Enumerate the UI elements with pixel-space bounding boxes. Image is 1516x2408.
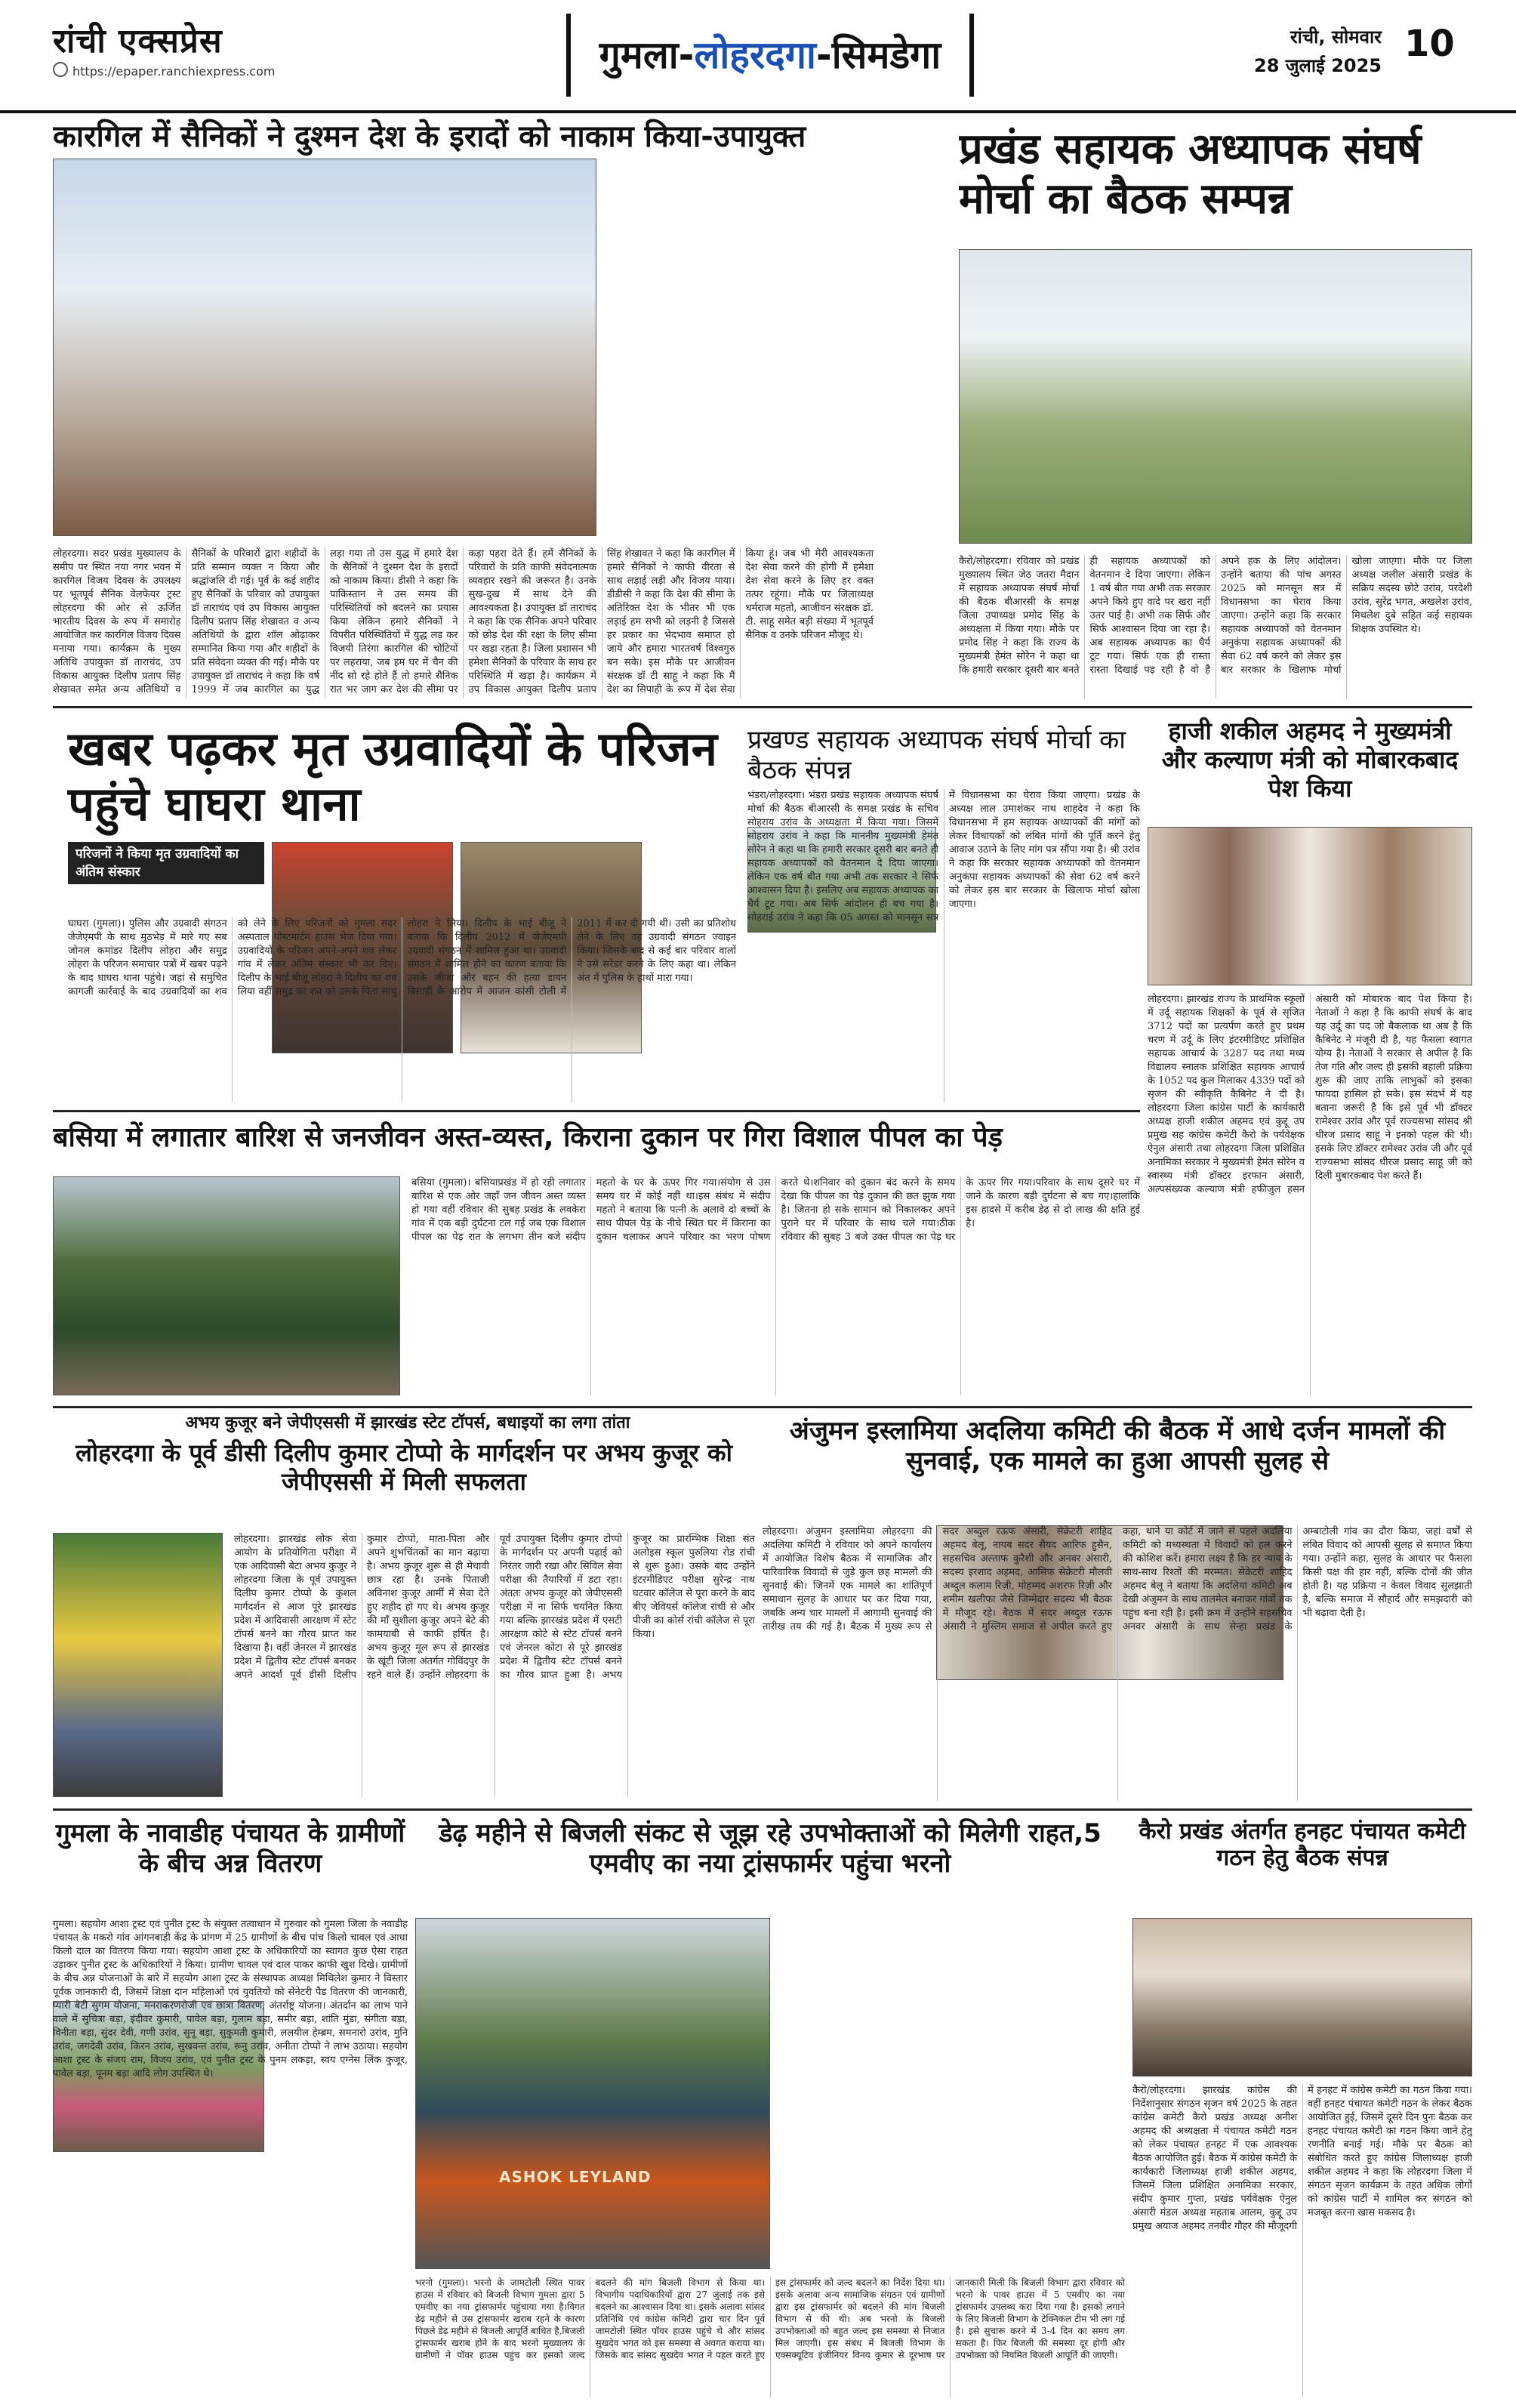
article-food-distribution <box>53 1812 408 2401</box>
article-bhandra-body: भंडरा/लोहरदगा। भंडरा प्रखंड सहायक अध्यापक संघर्ष मोर्चा की बैठक बीआरसी के समक्ष प्रखंड के सचिव सोहराय उरांव के अध्यक्षता में किया गया। जिसमें सोहराय उरांव ने कहा कि माननीय मुख्यमंत्री हेमंत सोरेन ने कहा था कि हमारी सरकार दूसरी बार बनते ही सहायक अध्यापकों को वेतनमान दे दिया जाएगा। लेकिन एक वर्ष बीत गया अभी तक सरकार ने सिर्फ आश्वासन दिया है। इसलिए अब सहायक अध्यापक का धैर्य टूट गया। अब सिर्फ आंदोलन ही बच गया है। सोहराई उरांव ने कहा कि 05 अगस्त को मानसून सत्र में विधानसभा का घेराव किया जाएगा। प्रखंड के अध्यक्ष लाल उमाशंकर नाथ शाहदेव ने कहा कि विधानसभा में हम सहायक अध्यापकों की मांगों को लेकर विधायकों को लंबित मांगों की पूर्ति करने हेतु आवाज उठाने के लिए मांग पत्र सौंपा गया है। श्री उरांव ने कहा कि सरकार सहायक अध्यापकों को वेतनमान अनुकंपा सहायक अध्यापकों की सेवा 62 वर्ष करने को लेकर इस बार सरकार के खिलाफ मोर्चा खोला जाएगा। <box>747 790 1140 923</box>
article-kargil-body: लोहरदगा। सदर प्रखंड मुख्यालय के समीप पर स्थित नया नगर भवन में कारगिल विजय दिवस के उपलक्ष्य पर भूतपूर्व सैनिक वेलफेयर ट्रस्ट लोहरदगा की ओर से ऊर्जित भारतीय दिवस के रूप में समारोह आयोजित कर कारगिल विजय दिवस मनाया गया। कार्यक्रम के मुख्य अतिथि उपायुक्त डॉ ताराचंद, उप विकास आयुक्त दिलीप प्रताप सिंह शेखावत समेत अन्य अतिथियों व सैनिकों के परिवारों द्वारा शहीदों के प्रति सम्मान व्यक्त न किया और श्रद्धांजलि दी गई। पूर्व के कई शहीद हुए सैनिकों के परिवार को उपायुक्त डॉ ताराचंद एवं उप विकास आयुक्त दिलीप प्रताप सिंह शेखावत व अन्य अतिथियों के द्वारा शॉल ओढ़ाकर सम्मानित किया गया और शहीदों के प्रति संवेदना व्यक्त की गई। मौके पर उपायुक्त डॉ ताराचंद ने कहा कि वर्ष 1999 में जब कारगिल का युद्ध लड़ा गया तो उस युद्ध में हमारे देश के सैनिकों ने दुश्मन देश के इरादों को नाकाम किया। डीसी ने कहा कि पाकिस्तान ने उस समय की परिस्थितियों को बदलने का प्रयास किया लेकिन हमारे सैनिकों ने विपरीत परिस्थितियों में युद्ध लड़ कर विजयी तिरंगा कारगिल की चोटियों पर लहराया, जब हम घर में चैन की नींद सो रहे होते हैं तो हमारे सैनिक रात भर जाग कर देश की सीमा पर कड़ा पहरा देते हैं। हमें सैनिकों के परिवारों के प्रति काफी संवेदनात्मक व्यवहार रखने की जरूरत है। उनके सुख-दुख में साथ देने की आवश्यकता है। उपायुक्त डॉ ताराचंद ने कहा कि एक सैनिक अपने परिवार को छोड़ देश की रक्षा के लिए सीमा पर खड़ा रहता है। जिला प्रशासन भी हमेशा सैनिकों के परिवार के साथ हर परिस्थिति में खड़ा है। कार्यक्रम में उप विकास आयुक्त दिलीप प्रताप सिंह शेखावत ने कहा कि कारगिल में हमारे सैनिकों ने काफी वीरता से साथ लड़ाई लड़ी और विजय पाया। डीडीसी ने कहा कि देश की सीमा के अतिरिक्त देश के भीतर भी एक लड़ाई हम सभी को लड़नी है जिससे हर प्रकार का भेदभाव समाप्त हो जाये और हमारा भारतवर्ष विश्वगुरु बन सके। इस मौके पर आजीवन संरक्षक डॉ टी साहू ने कहा कि मैं देश का सिपाही के रूप में देश सेवा किया हूं। जब भी मेरी आवश्यकता देश सेवा करने की होगी मैं हमेशा देश सेवा करने के लिए हर वक्त तत्पर रहूंगा। मौके पर जिलाध्यक्ष धर्मराज महतो, आजीवन संरक्षक डॉ. टी. साहू समेत बड़ी संख्या में भूतपूर्व सैनिक व उनके परिजन मौजूद थे। <box>53 548 874 695</box>
article-abhay-kujur-headline: लोहरदगा के पूर्व डीसी दिलीप कुमार टोप्पो के मार्गदर्शन पर अभय कुजूर को जेपीएससी में मिली सफलता <box>75 1438 732 1496</box>
city-day: रांची, सोमवार <box>1290 26 1382 48</box>
article-transformer-body: भरनो (गुमला)। भरनो के जामटोली स्थित पावर हाउस में रविवार को बिजली विभाग गुमला द्वारा 5 एमवीए का नया ट्रांसफार्मर पहुंचाया गया है।विगत डेढ़ महीने से उस ट्रांसफार्मर खराब रहने के कारण पिछले डेढ़ महीने से बिजली आपूर्ति बाधित है,बिजली ट्रांसफार्मर खराब होने के बाद भरनो मुख्यालय के ग्रामीणों ने पॉवर हाउस पहुंच कर इसको जल्द बदलने की मांग बिजली विभाग से किया था। विभागीय पदाधिकारियों द्वारा 27 जुलाई तक इसे बदलने का आश्वासन दिया था। इसके अलावा सांसद प्रतिनिधि एवं कांग्रेस कमिटी द्वारा चार दिन पूर्व जामटोली स्थित पॉवर हाउस पहुंचे थे और सांसद सुखदेव भगत को इस समस्या से अवगत कराया था। जिसके बाद सांसद सुखदेव भगत ने पहल करते हुए इस ट्रांसफार्मर को जल्द बदलने का निर्देश दिया था। इसके अलावा अन्य सामाजिक संगठन एवं ग्रामीणों द्वारा इस ट्रांसफार्मर को बदलने की मांग बिजली विभाग से की थी। अब भरनो के बिजली उपभोक्ताओं को बहुत जल्द इस समस्या से निजात मिल जाएगी। इस संबंध में बिजली विभाग के एक्सक्यूटिव इंजीनियर विनय कुमार से दूरभाष पर जानकारी मिली कि बिजली विभाग द्वारा रविवार को भरनो के पावर हाउस में 5 एमवीए का नया ट्रांसफार्मर उपलब्ध करा दिया गया है। इसको लगाने के लिए बिजली विभाग के टेक्निकल टीम भी लग गई है। इसे सुचारू करने में 3-4 दिन का समय लग सकता है। फिर बिजली की समस्या दूर होगी और उपभोक्ता को नियमित बिजली आपूर्ति की जाएगी। <box>415 2277 1125 2360</box>
article-haji-shakil <box>1148 714 1472 1401</box>
fallen-tree-photo <box>53 1176 400 1395</box>
article-abhay-kujur-kicker: अभय कुजूर बने जेपीएससी में झारखंड स्टेट टॉपर्स, बधाइयों का लगा तांता <box>185 1414 630 1432</box>
article-transformer <box>415 1812 1125 2401</box>
article-ghaghra-body: घाघरा (गुमला)। पुलिस और उग्रवादी संगठन जेजेएमपी के साथ मुठभेड़ में मारे गए सब जोनल कमांडर दिलीप लोहरा और समुद्र लोहरा के परिजन समाचार पत्रों में खबर पढ़ने के बाद घाघरा थाना पहुंचे। जहां से समुचित कागजी कार्रवाई के बाद उग्रवादियों का शव को लेने के लिए परिजनों को गुमला सदर अस्पताल पोस्टमार्टम हाउस भेज दिया गया। उग्रवादियों के परिजन अपने-अपने शव लेकर गांव में लेकर अंतिम संस्कार भी कर दिए। दिलीप के भाई बीजू लोहरा ने दिलीप का शव लिया वहीं समुद्र का शव को उसके पिता साधु लोहरा ने लिया। दिलीप के भाई बीजू ने बताया कि दिलीप 2012 में जेजेएमपी उग्रवादी संगठन में शामिल हुआ था। उग्रवादी संगठन में शामिल होने का कारण बताया कि उसके जीजा और बहन की हत्या डायन बिसाही के आरोप में आजन कांसी टोली में 2011 में कर दी गयी थी। उसी का प्रतिशोध लेने के लिए वह उग्रवादी संगठन ज्वाइन किया। जिसके बाद से कई बार परिवार वालों ने उसे सरेंडर करने के लिए कहा था। लेकिन अंत में पुलिस के हाथों मारा गया। <box>68 918 736 997</box>
article-kargil <box>53 113 951 702</box>
article-food-distribution-headline: गुमला के नावाडीह पंचायत के ग्रामीणों के बीच अन्न वितरण <box>55 1818 405 1879</box>
teachers-group-photo <box>959 249 1472 544</box>
issue-date: 28 जुलाई 2025 <box>1254 55 1382 76</box>
article-teachers-kairo-headline: प्रखंड सहायक अध्यापक संघर्ष मोर्चा का बैठक सम्पन्न <box>959 125 1422 224</box>
article-food-distribution-body: गुमला। सहयोग आशा ट्रस्ट एवं पुनीत ट्रस्ट के संयुक्त तत्वाधान में गुरुवार को गुमला जिला के नवाडीह पंचायत के मकरो गांव आंगनबाड़ी केंद्र के प्रांगण में 25 ग्रामीणों के बीच पांच किलो चावल एवं आधा किलो दाल का वितरण किया गया। सहयोग आशा ट्रस्ट के अधिकारियों का स्वागत कुछ ऐसा राहत उड़ाकर पुनीत ट्रस्ट के अधिकारियों ने किया। ग्रामीण चावल एवं दाल पाकर काफी खुश दिखे। ग्रामीणों के बीच अन्न योजनाओं के बारे में सहयोग आशा ट्रस्ट के संस्थापक अध्यक्ष मिथिलेश कुमार ने विस्तार पूर्वक जानकारी दी, जिसमें शिक्षा दान महिलाओं एवं युवतियों को सेनेटरी पैड वितरण की जानकारी, प्यारी बेटी सुगम योजना, मनराकरणरोजी एवं छात्रा वितरण, अंतर्राष्ट्र योजना। अंतर्दान का लाभ पाने वाले में सुचित्रा बड़ा, इंदीवर कुमारी, पावेल बड़ा, गुलाम बड़ा, समीर बड़ा, शांति मुंडा, संगीता बड़ा, विनीता बड़ा, सुंदर देवी, गणी उरांव, सुनू बड़ा, सुकुमती कुमारी, ललयील हेम्ब्रम, समनारो उरांव, मुनि उरांव, जगदेवी उरांव, किरन उरांव, सुखवन्त उरांव, रूनु उरांव, अनीता टोप्पो ने लाभ उठाया। सहयोग आशा ट्रस्ट के संजय राम, विजय उरांव, एवं पुनीत ट्रस्ट के पुनम लकड़ा, स्वय एग्नेस लिंक कुजूर, पावेल बड़ा, पूनम बड़ा आदि लोग उपस्थित थे। <box>53 1919 408 2080</box>
article-teachers-kairo <box>959 113 1472 702</box>
article-ghaghra-subhead <box>68 842 264 884</box>
article-anjuman <box>763 1412 1472 1805</box>
hanhat-meeting-photo <box>1132 1918 1472 2077</box>
divider <box>53 706 1472 708</box>
globe-icon <box>53 62 68 77</box>
article-bhandra-headline: प्रखण्ड सहायक अध्यापक संघर्ष मोर्चा का बैठक संपन्न <box>747 725 1126 786</box>
divider <box>53 1406 1472 1408</box>
page-number: 10 <box>1404 23 1455 65</box>
section-title-left: गुमला- <box>599 33 695 77</box>
article-transformer-headline: डेढ़ महीने से बिजली संकट से जूझ रहे उपभोक्ताओं को मिलेगी राहत,5 एमवीए का नया ट्रांसफार्मर पहुंचा भरनो <box>439 1818 1102 1879</box>
article-kargil-body-cont <box>608 159 951 698</box>
epaper-url[interactable]: https://epaper.ranchiexpress.com <box>72 64 276 79</box>
four-portraits-photo <box>1148 827 1472 985</box>
abhay-kujur-photo <box>53 1533 223 1797</box>
article-anjuman-body: लोहरदगा। अंजुमन इस्लामिया लोहरदगा की अदलिया कमिटी ने रविवार को अपने कार्यालय में आयोजित विशेष बैठक में सामाजिक और पारिवारिक विवादों से जुड़े कुल छह मामलों की सुनवाई की। जिनमें एक मामले का शांतिपूर्ण समाधान सुलह के आधार पर कर दिया गया, जबकि अन्य चार मामलों में आगामी सुनवाई की तारीख तय की गई है। बैठक में मुख्य रूप से सदर अब्दुल रऊफ अंसारी, सेक्रेटरी शाहिद अहमद बेलू, नायब सदर सैयद आरिफ हुसैन, सहसचिव अल्ताफ कुरैशी और अनवर अंसारी, सदस्य इरशाद अहमद, आसिफ सेक्रेटरी मौलवी अब्दुल कलाम रिज़ी, मोहम्मद अशरफ रिज़ी और शमीम खलीफा जैसे जिम्मेदार सदस्य भी बैठक में मौजूद रहे। बैठक में सदर अब्दुल रऊफ अंसारी ने मुस्लिम समाज से अपील करते हुए कहा, थाने या कोर्ट में जाने से पहले अदलिया कमिटी को मध्यस्थता में विवादों को हल करने की कोशिश करें। हमारा लक्ष्य है कि हर न्याय के साथ-साथ रिश्तों की मरम्मत। सेक्रेटरी शाहिद अहमद बेलू ने बताया कि अदलिया कमिटी अब देखी अंजुमन के साथ तालमेल बनाकर गांवों तक पहुंच बना रही है। इसी क्रम में उन्होंने सहसचिव अनवर अंसारी के साथ सेन्हा प्रखंड के अम्बाटोली गांव का दौरा किया, जहां वर्षों से लंबित विवाद को आपसी सुलह से समाप्त किया गया। उन्होंने कहा, सुलह के आधार पर फैसला किसी पक्ष की हार नहीं, बल्कि दोनों की जीत होती है। यह प्रक्रिया न केवल विवाद सुलझाती है, बल्कि समाज में सौहार्द और समझदारी को भी बढ़ावा देती है। <box>763 1526 1472 1633</box>
divider <box>53 1110 1140 1112</box>
article-ghaghra-headline: खबर पढ़कर मृत उग्रवादियों के परिजन पहुंचे घाघरा थाना <box>68 721 718 832</box>
article-haji-shakil-body: लोहरदगा। झारखंड राज्य के प्राथमिक स्कूलों में उर्दू सहायक शिक्षकों के पूर्व से सृजित 3712 पदों का प्रत्यर्पण करते हुए प्रथम चरण में उर्दू के लिए इंटरमीडिएट प्रशिक्षित सहायक आचार्य के 3287 पद तथा मध्य विद्यालय स्नातक प्रशिक्षित सहायक आचार्य के 1052 पद कुल मिलाकर 4339 पदों को सृजन की स्वीकृति कैबिनेट ने दी है। लोहरदगा जिला कांग्रेस पार्टी के कार्यकारी अध्यक्ष हाजी शकील अहमद एवं कुद्दू उप प्रमुख सह कांग्रेस कमेटी कैरो के पर्यवेक्षक ऐनुल अंसारी तथा लोहरदगा जिला प्रशिक्षित अनामिका सरकार ने मुख्यमंत्री हेमंत सोरेन व स्वास्थ्य मंत्री डॉक्टर इरफान अंसारी, अल्पसंख्यक कल्याण मंत्री हफीजुल हसन अंसारी को मोबारक बाद पेश किया है। नेताओं ने कहा है कि काफी संघर्ष के बाद यह उर्दू का पद जो बैकलाक था अब है कि कैबिनेट ने मंजूरी दी है, यह फैसला स्वागत योग्य है। नेताओं ने सरकार से अपील है कि तेज गति और जल्द ही इसकी बहाली प्रक्रिया शुरू की जाए ताकि लाभुकों को इसका फायदा हासिल हो सके। इस संदर्भ में यह बताना जरूरी है कि इसे पूर्व भी डॉक्टर रामेश्वर उरांव और पूर्व राज्यसभा सांसद श्री धीरज प्रसाद साहू ने इनको पहल की थी। इसके लिए डॉक्टर रामेश्वर उरांव जी और पूर्व राज्यसभा सांसद धीरज प्रसाद साहू जी को दिली मुबारकबाद पेश करते हैं। <box>1148 994 1472 1195</box>
article-hanhat-meeting-headline: कैरो प्रखंड अंतर्गत हनहट पंचायत कमेटी गठन हेतु बैठक संपन्न <box>1139 1818 1466 1872</box>
section-title <box>566 14 974 97</box>
article-basia-rain-headline: बसिया में लगातार बारिश से जनजीवन अस्त-व्यस्त, किराना दुकान पर गिरा विशाल पीपल का पेड़ <box>53 1122 1003 1153</box>
article-kargil-headline: कारगिल में सैनिकों ने दुश्मन देश के इरादों को नाकाम किया-उपायुक्त <box>53 119 806 154</box>
article-anjuman-headline: अंजुमन इस्लामिया अदलिया कमिटी की बैठक में आधे दर्जन मामलों की सुनवाई, एक मामले का हुआ आपसी सुलह से <box>789 1416 1446 1477</box>
newspaper-logo: रांची एक्सप्रेस <box>53 22 223 60</box>
kargil-photo <box>53 159 596 536</box>
article-abhay-kujur-body: लोहरदगा। झारखंड लोक सेवा आयोग के प्रतियोगिता परीक्षा में एक आदिवासी बेटा अभय कुजूर ने लोहरदगा जिला के पूर्व उपायुक्त दिलीप कुमार टोप्पो के कुशल मार्गदर्शन से आज पूरे झारखंड प्रदेश में आदिवासी आरक्षण में स्टेट टॉपर्स बनने का गौरव प्राप्त कर दिखाया है। वहीं जेनरल में झारखंड प्रदेश में द्वितीय स्टेट टॉपर्स बनकर अपने आदर्श पूर्व डीसी दिलीप कुमार टोप्पो, माता-पिता और अपने शुभचिंतकों का मान बढ़ाया है। अभय कुजूर शुरू से ही मेधावी छात्र रहा है। उनके पिताजी अविनाश कुजूर आर्मी में सेवा देते हुए शहीद हो गए थे। अभय कुजूर की माँ सुशीला कुजूर अपने बेटे की कामयाबी से काफी हर्षित है। अभय कुजूर मूल रूप से झारखंड के खूंटी जिला अंतर्गत गोविंदपुर के रहने वाले हैं। उन्होंने लोहरदगा के पूर्व उपायुक्त दिलीप कुमार टोप्पो के मार्गदर्शन पर अपनी पढ़ाई को निरंतर जारी रखा और सिविल सेवा परीक्षा की तैयारियों में डटा रहा। अंततः अभय कुजूर को जेपीएससी परीक्षा में ना सिर्फ चयनित किया गया बल्कि झारखंड प्रदेश में एसटी आरक्षण कोटे से स्टेट टॉपर्स बनने एवं जेनरल कोटा से पूरे झारखंड प्रदेश में द्वितीय स्टेट टॉपर्स बनने का गौरव प्राप्त हुआ है। अभय कुजूर का प्रारम्भिक शिक्षा संत अलोइस स्कूल पुरुलिया रोड रांची से शुरू हुआ। उसके बाद उन्होंने इंटरमीडिएट परीक्षा सुरेन्द्र नाथ घटवार कॉलेज से पूरा करने के बाद बीए जेवियर्स कॉलेज रांची से और पीजी का कोर्स रांची कॉलेज से पूरा किया। <box>234 1534 755 1681</box>
section-title-right: -सिमडेगा <box>815 33 941 77</box>
section-title-mid: लोहरदगा <box>694 33 816 77</box>
article-ghaghra <box>53 714 740 1106</box>
article-hanhat-meeting-body: कैरो/लोहरदगा। झारखंड कांग्रेस की निर्देशानुसार संगठन सृजन वर्ष 2025 के तहत कांग्रेस कमेटी कैरो प्रखंड अध्यक्ष अनीश अहमद की अध्यक्षता में पंचायत कमेटी गठन को लेकर पंचायत हनहट में एक आवश्यक बैठक आयोजित हुई। बैठक में कांग्रेस कमेटी के कार्यकारी जिलाध्यक्ष हाजी शकील अहमद, जिसमें जिला प्रशिक्षित अनामिका सरकार, संदीप कुमार गुप्ता, प्रखंड पर्यवेक्षक ऐनुल अंसारी मंडल अध्यक्ष महताब आलम, कुद्दू उप प्रमुख अयाज अहमद तनवीर गौहर की मौजूदगी में हनहट में कांग्रेस कमेटी का गठन किया गया। वहीं हनहट पंचायत कमेटी गठन के लेकर बैठक आयोजित हुई, जिसमें दूसरे दिन पुनः बैठक कर हनहट पंचायत कमेटी का गठन किया जाने हेतु रणनीति बनाई गई। मौके पर बैठक को संबोधित करते हुए कांग्रेस जिलाध्यक्ष हाजी शकील अहमद ने कहा कि लोहरदगा जिला में संगठन सृजन कार्यक्रम के तहत अधिक लोगों को कांग्रेस पार्टी में शामिल कर संगठन को मजबूत करना खास मकसद है। <box>1132 2085 1472 2232</box>
subhead-tag: परिजनों ने किया मृत उग्रवादियों का अंतिम संस्कार <box>68 842 264 884</box>
article-hanhat-meeting <box>1132 1812 1472 2401</box>
dateline <box>1208 23 1382 80</box>
masthead <box>0 0 1516 113</box>
article-haji-shakil-headline: हाजी शकील अहमद ने मुख्यमंत्री और कल्याण मंत्री को मोबारकबाद पेश किया <box>1161 717 1459 803</box>
divider <box>53 1808 1472 1811</box>
article-abhay-kujur <box>53 1412 755 1805</box>
article-basia-rain-body: बसिया (गुमला)। बसियाप्रखंड में हो रही लगातार बारिश से एक ओर जहाँ जन जीवन अस्त व्यस्त हो गया वहीं रविवार की सुबह प्रखंड के लवकेरा गांव में एक बड़ी दुर्घटना टल गई जब एक विशाल पीपल का पेड़ रात के लगभग तीन बजे संदीप महतो के घर के ऊपर गिर गया।संयोग से उस समय घर में कोई नहीं था।इस संबंध में संदीप महतो ने बताया कि पत्नी के अलावे दो बच्चों के साथ पीपल पेड़ के नीचे स्थित घर में किराना का दुकान चलाकर अपने परिवार का भरण पोषण करते थे।शनिवार को दुकान बंद करने के समय देखा कि पीपल का पेड़ दुकान की छत झुक गया है। जितना हो सके सामान को निकालकर अपने पुराने घर में परिवार के साथ चले गया।ठीक रविवार की सुबह 3 बजे उक्त पीपल का पेड़ घर के ऊपर गिर गया।परिवार के साथ दूसरे घर में जाने के कारण बड़ी दुर्घटना से बच गए।हालांकि इस हादसे में करीब डेढ़ से दो लाख की क्षति हुई है। <box>411 1177 1140 1243</box>
transformer-truck-photo <box>415 1918 770 2269</box>
article-teachers-kairo-body: कैरो/लोहरदगा। रविवार को प्रखंड मुख्यालय स्थित जेठ जतरा मैदान में सहायक अध्यापक संघर्ष मोर्चा की बैठक बीआरसी के समक्ष जिला उपाध्यक्ष प्रमोद सिंह के अध्यक्षता में किया गया। मौके पर प्रमोद सिंह ने कहा कि राज्य के मुख्यमंत्री हेमंत सोरेन ने कहा था कि हमारी सरकार दूसरी बार बनते ही सहायक अध्यापकों को वेतनमान दे दिया जाएगा। लेकिन 1 वर्ष बीत गया अभी तक सरकार अपने किये हुए वादे पर खरा नहीं उतर पाई है। अभी तक सिर्फ और सिर्फ आश्वासन दिया जा रहा है। अब सहायक अध्यापक का धैर्य टूट गया। सिर्फ एक ही रास्ता रास्ता दिखाई पड़ रही है वो है अपने हक के लिए आंदोलन। उन्होंने बताया की पांच अगस्त 2025 को मानसून सत्र में विधानसभा का घेराव किया जाएगा। उन्होंने कहा कि सरकार सहायक अध्यापकों को वेतनमान अनुकंपा सहायक अध्यापकों की सेवा 62 वर्ष करने को लेकर इस बार सरकार के खिलाफ मोर्चा खोला जाएगा। मौके पर जिला अध्यक्ष जलील अंसारी प्रखंड के सक्रिय सदस्य छोटे उरांव, परदेशी उरांव, सुरेंद्र भगत, अखलेश उरांव, मिथलेश दुबे सहित कई सहायक शिक्षक उपस्थित थे। <box>959 556 1472 676</box>
truck-brand-label: ASHOK LEYLAND <box>499 2168 652 2186</box>
article-basia-rain <box>53 1116 1140 1403</box>
article-bhandra <box>747 714 1140 1106</box>
